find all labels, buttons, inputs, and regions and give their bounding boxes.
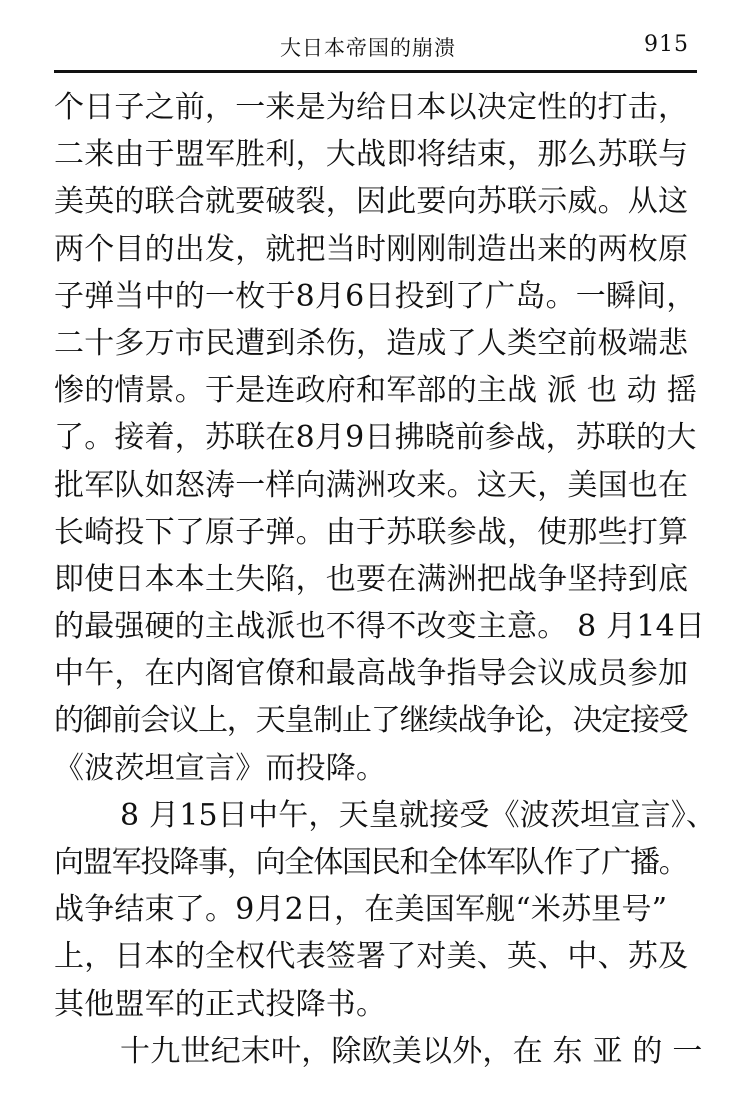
header-rule xyxy=(54,70,697,73)
text-line: 上，日本的全权代表签署了对美、英、中、苏及 xyxy=(54,939,689,975)
text-line: 批军队如怒涛一样向满洲攻来。这天，美国也在 xyxy=(54,467,689,503)
text-line: 两个目的出发，就把当时刚刚制造出来的两枚原 xyxy=(54,231,689,267)
text-line: 《波茨坦宣言》而投降。 xyxy=(54,750,387,786)
text-line: 的最强硬的主战派也不得不改变主意。 8 月14日 xyxy=(54,609,706,645)
text-line: 中午，在内阁官僚和最高战争指导会议成员参加 xyxy=(54,656,689,692)
page-number: 915 xyxy=(644,32,689,57)
text-line: 长崎投下了原子弹。由于苏联参战，使那些打算 xyxy=(54,514,689,550)
text-line: 二十多万市民遭到杀伤，造成了人类空前极端悲 xyxy=(54,325,689,361)
text-line: 了。接着，苏联在8月9日拂晓前参战，苏联的大 xyxy=(54,420,697,456)
text-line: 战争结束了。9月2日，在美国军舰“米苏里号” xyxy=(54,892,668,928)
running-header xyxy=(54,20,697,70)
paragraph-first-line: 8 月15日中午，天皇就接受《波茨坦宣言》、 xyxy=(120,797,717,833)
text-line: 即使日本本土失陷，也要在满洲把战争坚持到底 xyxy=(54,561,689,597)
text-line: 子弹当中的一枚于8月6日投到了广岛。一瞬间， xyxy=(54,278,697,314)
chapter-title: 大日本帝国的崩溃 xyxy=(280,36,456,60)
text-line: 惨的情景。于是连政府和军部的主战 派 也 动 摇 xyxy=(54,373,697,409)
text-line: 个日子之前，一来是为给日本以决定性的打击， xyxy=(54,90,689,125)
text-line: 二来由于盟军胜利，大战即将结束，那么苏联与 xyxy=(54,137,689,173)
text-line: 美英的联合就要破裂，因此要向苏联示威。从这 xyxy=(54,184,689,220)
text-line: 的御前会议上，天皇制止了继续战争论，决定接受 xyxy=(54,703,688,739)
body-text xyxy=(54,84,717,1075)
text-line: 向盟军投降事，向全体国民和全体军队作了广播。 xyxy=(54,845,688,880)
paragraph-first-line: 十九世纪末叶，除欧美以外，在 东 亚 的 一 xyxy=(120,1033,703,1069)
text-line: 其他盟军的正式投降书。 xyxy=(54,986,387,1022)
